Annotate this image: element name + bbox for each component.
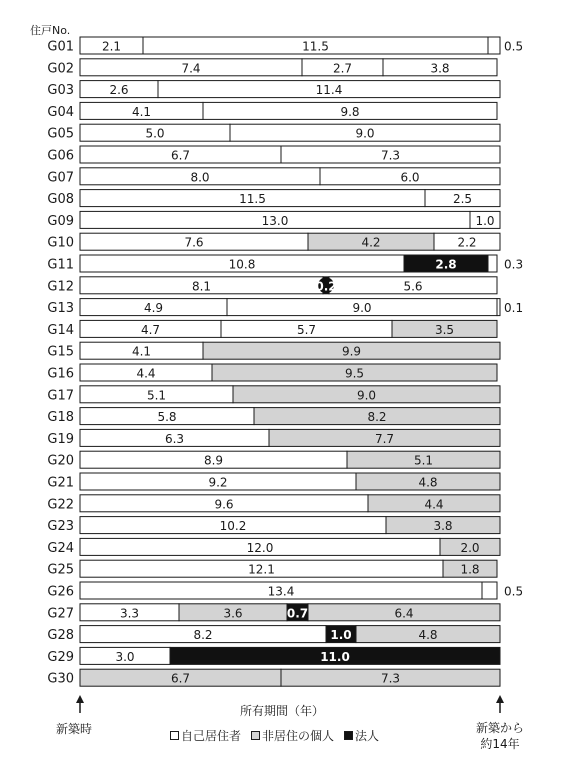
segment-value-label: 9.9 xyxy=(341,344,362,359)
segment-value-label: 10.8 xyxy=(228,257,256,272)
row-id-label: G13 xyxy=(47,301,74,317)
segment-value-label: 5.1 xyxy=(146,388,167,403)
row-id-label: G17 xyxy=(47,388,74,404)
row-id-label: G30 xyxy=(47,671,74,687)
segment-value-label: 11.4 xyxy=(315,83,343,98)
segment-value-label: 0.3 xyxy=(504,257,524,272)
segment-value-label: 4.1 xyxy=(131,104,152,119)
segment-value-label: 9.6 xyxy=(214,497,234,512)
row-id-label: G02 xyxy=(47,61,74,77)
segment-value-label: 8.9 xyxy=(203,453,224,468)
segment-value-label: 0.2 xyxy=(315,279,337,294)
row-id-label: G12 xyxy=(47,279,74,295)
bar-segment xyxy=(488,255,497,272)
bar-segment xyxy=(482,582,497,599)
segment-value-label: 3.6 xyxy=(223,606,243,621)
bar-segment xyxy=(488,37,500,54)
segment-value-label: 9.0 xyxy=(352,301,372,316)
x-axis-title: 所有期間（年） xyxy=(240,704,325,718)
segment-value-label: 5.6 xyxy=(403,279,423,294)
segment-value-label: 0.5 xyxy=(504,39,524,54)
segment-value-label: 8.2 xyxy=(367,410,387,425)
row-id-label: G09 xyxy=(47,213,74,229)
row-id-label: G16 xyxy=(47,366,74,382)
legend-item-individual xyxy=(251,727,334,744)
segment-value-label: 2.7 xyxy=(332,61,353,76)
segment-value-label: 3.5 xyxy=(434,322,455,337)
segment-value-label: 2.8 xyxy=(435,257,457,272)
segment-value-label: 13.4 xyxy=(267,584,295,599)
row-id-label: G15 xyxy=(47,344,74,360)
end-label-line2: 約14年 xyxy=(480,737,520,751)
segment-value-label: 4.4 xyxy=(136,366,156,381)
segment-value-label: 0.1 xyxy=(504,301,524,316)
segment-value-label: 3.8 xyxy=(430,61,450,76)
segment-value-label: 7.7 xyxy=(374,431,395,446)
segment-value-label: 6.3 xyxy=(164,431,185,446)
segment-value-label: 7.3 xyxy=(380,148,401,163)
segment-value-label: 6.7 xyxy=(170,671,191,686)
end-label xyxy=(470,720,530,752)
row-id-label: G11 xyxy=(47,257,74,273)
row-id-label: G05 xyxy=(47,126,74,142)
segment-value-label: 0.7 xyxy=(286,606,309,621)
bar-segment xyxy=(497,299,500,316)
segment-value-label: 12.0 xyxy=(246,540,274,555)
segment-value-label: 4.9 xyxy=(143,301,164,316)
segment-value-label: 9.8 xyxy=(340,104,360,119)
segment-value-label: 7.3 xyxy=(380,671,401,686)
segment-value-label: 13.0 xyxy=(261,213,289,228)
segment-value-label: 9.2 xyxy=(208,475,228,490)
segment-value-label: 7.4 xyxy=(181,61,201,76)
segment-value-label: 2.5 xyxy=(452,192,473,207)
segment-value-label: 8.2 xyxy=(193,628,213,643)
segment-value-label: 12.1 xyxy=(248,562,275,577)
row-id-label: G23 xyxy=(47,519,74,535)
row-id-label: G07 xyxy=(47,170,74,186)
row-id-label: G27 xyxy=(47,606,74,622)
segment-value-label: 9.0 xyxy=(355,126,375,141)
segment-value-label: 10.2 xyxy=(219,519,247,534)
row-id-label: G03 xyxy=(47,83,74,99)
row-id-label: G06 xyxy=(47,148,74,164)
row-id-label: G14 xyxy=(47,322,74,338)
segment-value-label: 5.1 xyxy=(413,453,434,468)
segment-value-label: 6.0 xyxy=(400,170,420,185)
segment-value-label: 4.7 xyxy=(140,322,161,337)
row-id-label: G29 xyxy=(47,649,74,665)
segment-value-label: 8.0 xyxy=(190,170,210,185)
segment-value-label: 1.8 xyxy=(460,562,480,577)
segment-value-label: 7.6 xyxy=(184,235,204,250)
segment-value-label: 1.0 xyxy=(475,213,495,228)
row-id-label: G10 xyxy=(47,235,74,251)
row-id-label: G01 xyxy=(47,39,74,55)
row-id-label: G19 xyxy=(47,431,74,447)
legend-item-corporate xyxy=(344,727,379,744)
segment-value-label: 5.7 xyxy=(296,322,317,337)
segment-value-label: 4.4 xyxy=(424,497,444,512)
start-arrow-icon xyxy=(76,695,84,703)
segment-value-label: 0.5 xyxy=(504,584,524,599)
legend-label-individual: 非居住の個人 xyxy=(262,729,335,743)
row-id-label: G24 xyxy=(47,540,74,556)
legend-label-corporate: 法人 xyxy=(355,729,380,743)
legend-swatch-corporate xyxy=(344,731,353,740)
segment-value-label: 2.6 xyxy=(109,83,129,98)
segment-value-label: 4.8 xyxy=(418,475,438,490)
legend-swatch-self xyxy=(170,731,179,740)
row-id-label: G20 xyxy=(47,453,74,469)
segment-value-label: 1.0 xyxy=(330,628,352,643)
segment-value-label: 5.0 xyxy=(145,126,165,141)
segment-value-label: 9.5 xyxy=(344,366,365,381)
segment-value-label: 2.1 xyxy=(101,39,122,54)
segment-value-label: 8.1 xyxy=(191,279,212,294)
legend-swatch-individual xyxy=(251,731,260,740)
segment-value-label: 6.4 xyxy=(394,606,414,621)
end-arrow-icon xyxy=(496,695,504,703)
segment-value-label: 11.0 xyxy=(320,649,350,664)
row-id-label: G26 xyxy=(47,584,74,600)
segment-value-label: 2.2 xyxy=(457,235,477,250)
segment-value-label: 3.8 xyxy=(433,519,453,534)
segment-value-label: 6.7 xyxy=(170,148,191,163)
row-id-label: G28 xyxy=(47,628,74,644)
segment-value-label: 4.1 xyxy=(131,344,152,359)
segment-value-label: 4.2 xyxy=(361,235,381,250)
segment-value-label: 11.5 xyxy=(302,39,329,54)
row-header: 住戸No. xyxy=(30,24,71,37)
segment-value-label: 3.0 xyxy=(115,649,135,664)
segment-value-label: 5.8 xyxy=(157,410,177,425)
end-label-line1: 新築から xyxy=(475,721,524,735)
row-id-label: G22 xyxy=(47,497,74,513)
legend xyxy=(170,727,379,744)
row-id-label: G18 xyxy=(47,410,74,426)
segment-value-label: 2.0 xyxy=(460,540,480,555)
row-id-label: G25 xyxy=(47,562,74,578)
row-id-label: G08 xyxy=(47,192,74,208)
legend-item-self xyxy=(170,727,241,744)
segment-value-label: 9.0 xyxy=(356,388,377,403)
segment-value-label: 4.8 xyxy=(418,628,438,643)
legend-label-self: 自己居住者 xyxy=(181,729,242,743)
segment-value-label: 11.5 xyxy=(239,192,266,207)
row-id-label: G21 xyxy=(47,475,74,491)
start-label: 新築時 xyxy=(56,722,93,736)
row-id-label: G04 xyxy=(47,104,74,120)
segment-value-label: 3.3 xyxy=(119,606,140,621)
